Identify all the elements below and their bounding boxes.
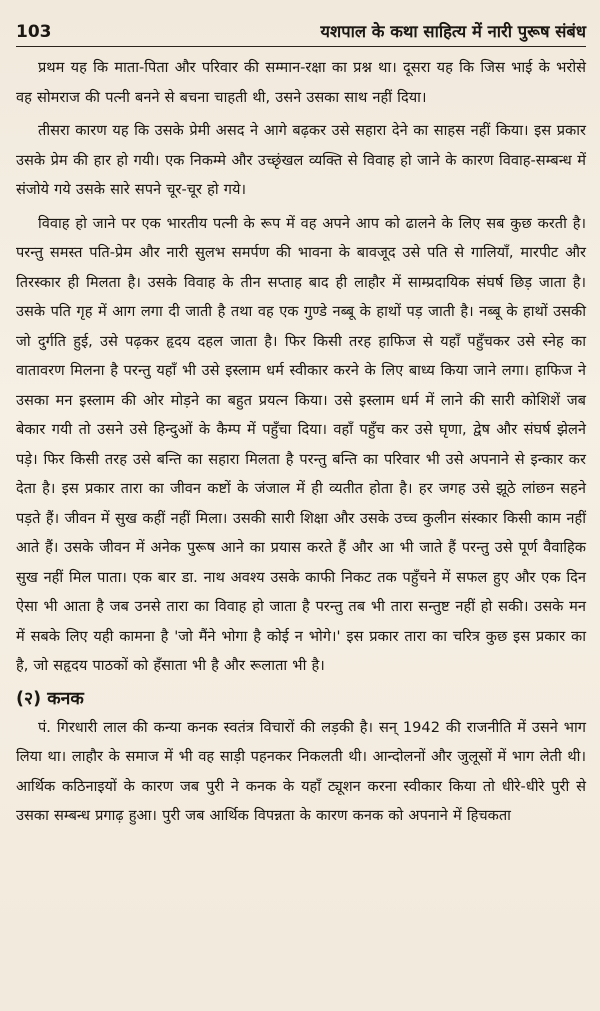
body-text (16, 53, 586, 831)
page-header (16, 6, 586, 47)
section-heading: (२) कनक (16, 688, 84, 709)
section-paragraph: पं. गिरधारी लाल की कन्या कनक स्वतंत्र विचारों की लड़की है। सन् 1942 की राजनीति में उसने भाग लिया था। लाहौर के समाज में भी वह साड़ी पहनकर निकलती थी। आन्दोलनों और जुलूसों में भाग लेती थी। आर्थिक कठिनाइयों के कारण जब पुरी ने कनक के यहाँ ट्यूशन करना स्वीकार किया तो धीरे-धीरे पुरी से उसका सम्बन्ध प्रगाढ़ हुआ। पुरी जब आर्थिक विपन्नता के कारण कनक को अपनाने में हिचकता (16, 718, 586, 824)
paragraph-1: प्रथम यह कि माता-पिता और परिवार की सम्मान-रक्षा का प्रश्न था। दूसरा यह कि जिस भाई के भरोसे वह सोमराज की पत्नी बनने से बचना चाहती थी, उसने उसका साथ नहीं दिया। (16, 59, 586, 106)
paragraph-3: विवाह हो जाने पर एक भारतीय पत्नी के रूप में वह अपने आप को ढालने के लिए सब कुछ करती है। परन्तु समस्त पति-प्रेम और नारी सुलभ समर्पण की भावना के बावजूद उसे पति से गालियाँ, मारपीट और तिरस्कार ही मिलता है। उसके विवाह के तीन सप्ताह बाद ही लाहौर में साम्प्रदायिक संघर्ष छिड़ जाता है। उसके पति गृह में आग लगा दी जाती है तथा वह एक गुण्डे नब्बू के हाथों पड़ जाती है। नब्बू के हाथों उसकी जो दुर्गति हुई, उसे पढ़कर हृदय दहल जाता है। फिर किसी तरह हाफिज से यहाँ पहुँचकर उसे स्नेह का वातावरण मिलना है परन्तु यहाँ भी उसे इस्लाम धर्म स्वीकार करने के लिए बाध्य किया जाने लगा। हाफिज ने उसका मन इस्लाम की ओर मोड़ने का बहुत प्रयत्न किया। उसे इस्लाम धर्म में लाने की सारी कोशिशें जब बेकार गयी तो उसने उसे हिन्दुओं के कैम्प में पहुँचा दिया। वहाँ पहुँच कर उसे घृणा, द्वेष और संघर्ष झेलने पड़े। फिर किसी तरह उसे बन्ति का सहारा मिलता है परन्तु बन्ति का परिवार भी उसे अपनाने से इन्कार कर देता है। इस प्रकार तारा का जीवन कष्टों के जंजाल में ही व्यतीत होता है। हर जगह उसे झूठे लांछन सहने पड़ते हैं। जीवन में सुख कहीं नहीं मिला। उसकी सारी शिक्षा और उसके उच्च कुलीन संस्कार किसी काम नहीं आते हैं। उसके जीवन में अनेक पुरूष आने का प्रयास करते हैं और आ भी जाते हैं परन्तु उसे पूर्ण वैवाहिक सुख नहीं मिल पाता। एक बार डा. नाथ अवश्य उसके काफी निकट तक पहुँचने में सफल हुए और एक दिन ऐसा भी आता है जब उनसे तारा का विवाह हो जाता है परन्तु तब भी तारा सन्तुष्ट नहीं हो सकी। उसके मन में सबके लिए यही कामना है 'जो मैंने भोगा है कोई न भोगे।' इस प्रकार तारा का चरित्र कुछ इस प्रकार का है, जो सहृदय पाठकों को हँसाता भी है और रूलाता भी है। (16, 214, 586, 674)
page-number: 103 (16, 22, 52, 42)
running-title: यशपाल के कथा साहित्य में नारी पुरूष संबंध (320, 22, 586, 41)
paragraph-2: तीसरा कारण यह कि उसके प्रेमी असद ने आगे बढ़कर उसे सहारा देने का साहस नहीं किया। इस प्रकार उसके प्रेम की हार हो गयी। एक निकम्मे और उच्छृंखल व्यक्ति से विवाह हो जाने के कारण विवाह-सम्बन्ध में संजोये गये उसके सारे सपने चूर-चूर हो गये। (16, 122, 586, 198)
